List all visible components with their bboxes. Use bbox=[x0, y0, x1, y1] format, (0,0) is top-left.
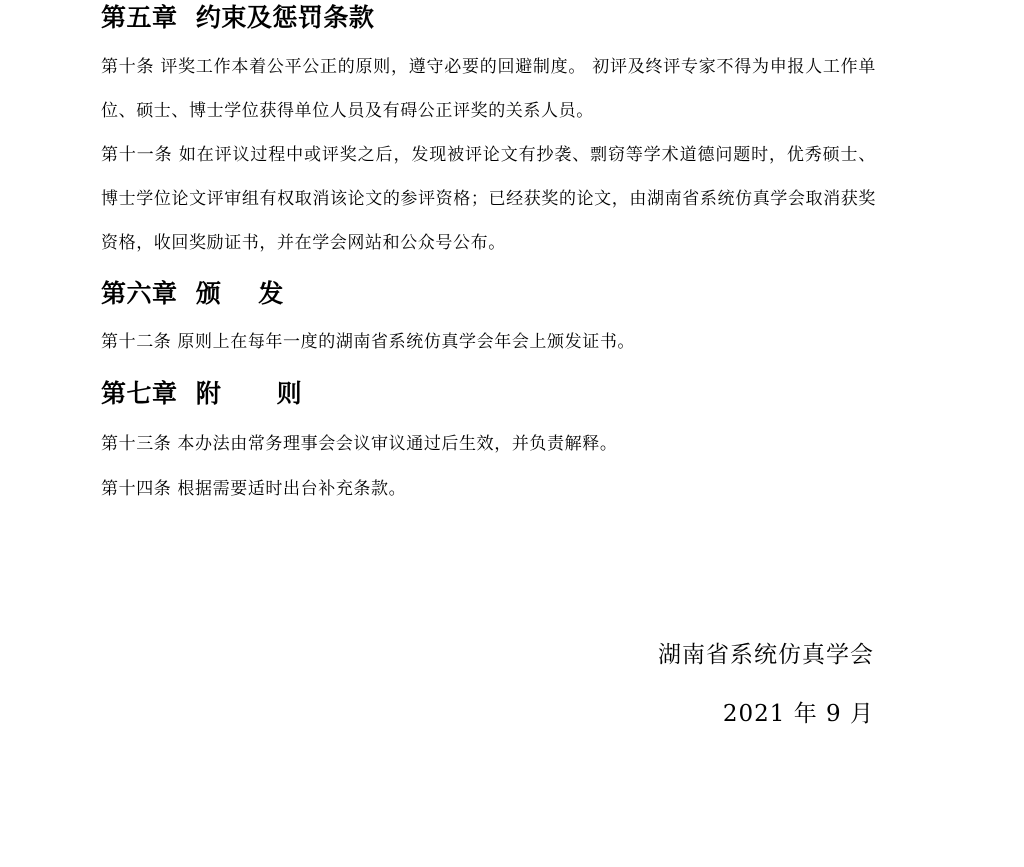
article-10-text: 评奖工作本着公平公正的原则，遵守必要的回避制度。 初评及终评专家不得为申报人工作单位、硕士、博士学位获得单位人员及有碍公正评奖的关系人员。 bbox=[101, 57, 876, 121]
article-13-text: 本办法由常务理事会会议审议通过后生效，并负责解释。 bbox=[177, 434, 618, 454]
article-12-text: 原则上在每年一度的湖南省系统仿真学会年会上颁发证书。 bbox=[177, 332, 636, 352]
article-10 bbox=[101, 45, 876, 133]
signature-date: 2021 年 9 月 bbox=[722, 701, 874, 727]
article-14 bbox=[101, 467, 876, 511]
article-10-label: 第十条 bbox=[101, 57, 155, 77]
article-14-text: 根据需要适时出台补充条款。 bbox=[177, 479, 407, 499]
article-11 bbox=[101, 133, 876, 265]
article-13 bbox=[101, 422, 876, 466]
article-12-label: 第十二条 bbox=[101, 332, 172, 352]
chapter-7-heading: 第七章 附 则 bbox=[101, 379, 303, 408]
article-11-text: 如在评议过程中或评奖之后，发现被评论文有抄袭、剽窃等学术道德问题时，优秀硕士、博士学位论文评审组有权取消该论文的参评资格；已经获奖的论文，由湖南省系统仿真学会取消获奖资格，收回奖励证书，并在学会网站和公众号公布。 bbox=[101, 145, 876, 253]
article-14-label: 第十四条 bbox=[101, 479, 172, 499]
chapter-5-heading: 第五章 约束及惩罚条款 bbox=[101, 3, 375, 32]
article-13-label: 第十三条 bbox=[101, 434, 172, 454]
article-12 bbox=[101, 320, 876, 364]
chapter-6-heading: 第六章 颁 发 bbox=[101, 279, 284, 308]
article-11-label: 第十一条 bbox=[101, 145, 173, 165]
signature-organization: 湖南省系统仿真学会 bbox=[658, 642, 874, 668]
